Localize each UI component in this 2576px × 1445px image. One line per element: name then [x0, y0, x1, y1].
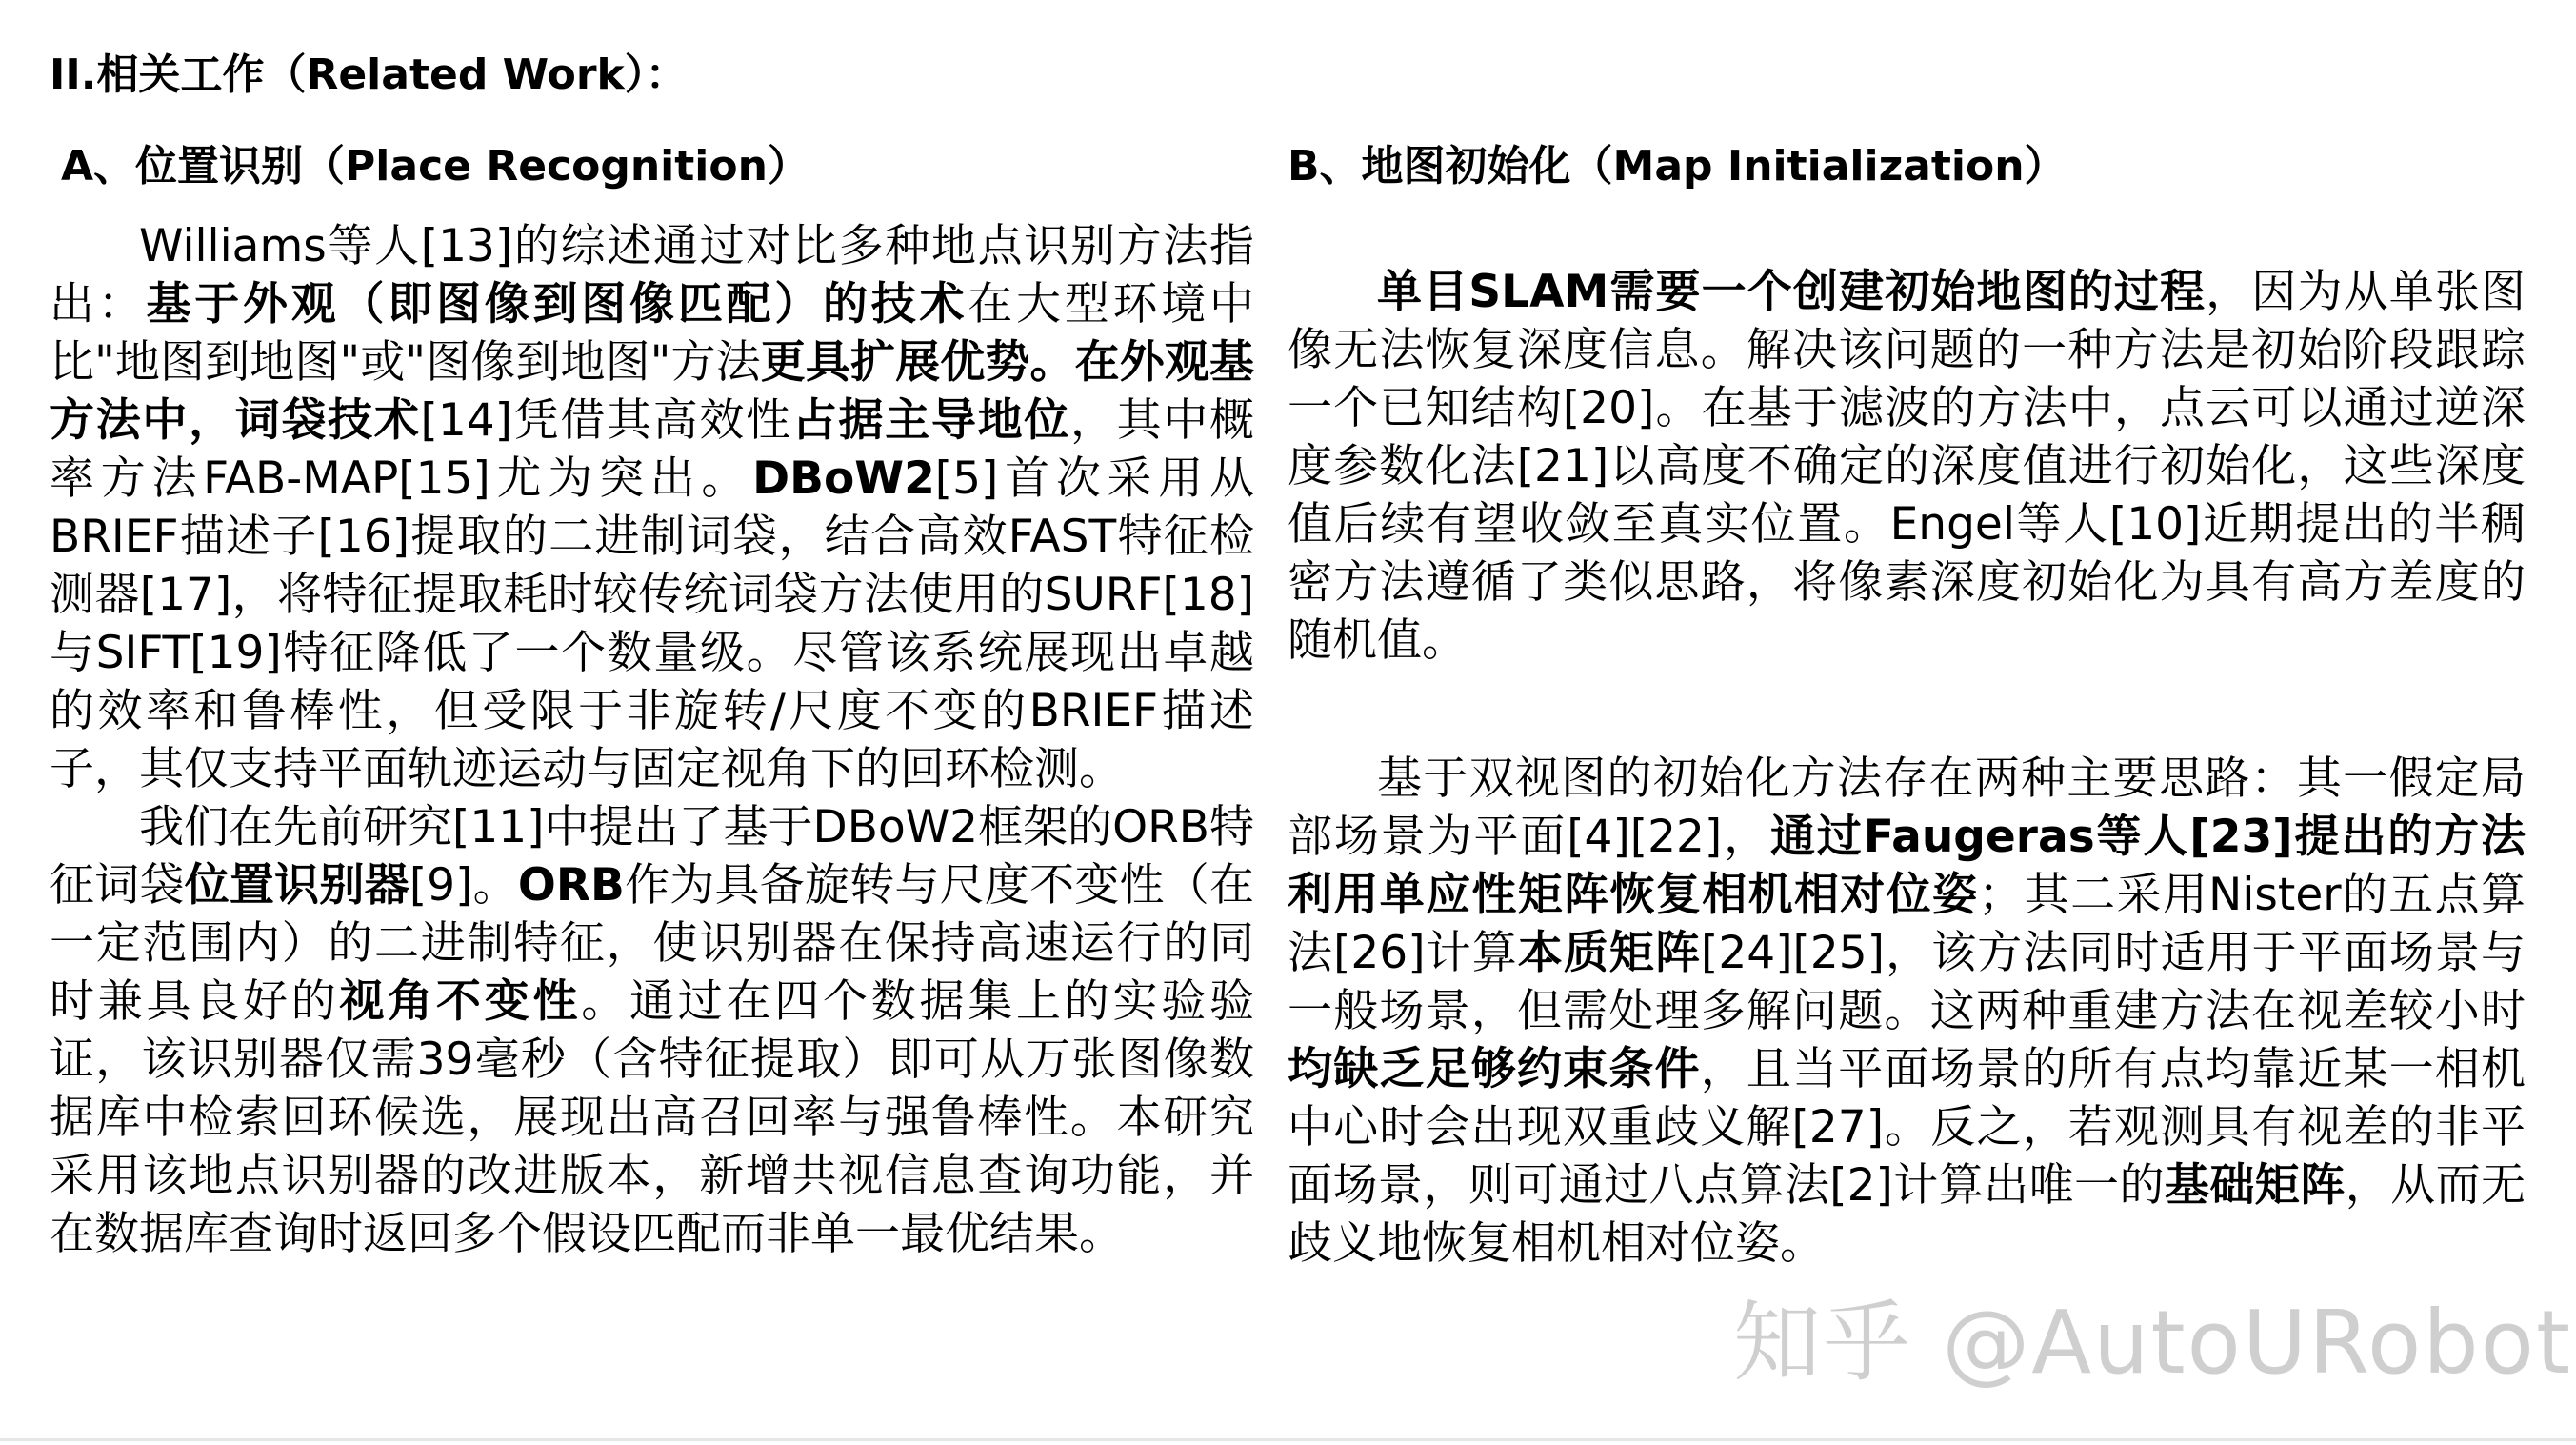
emphasis-text: 占据主导地位: [791, 394, 1070, 447]
body-text: ，因为从单张图像无法恢复深度信息。解决该问题的一种方法是初始阶段跟踪一个已知结构[20]。在基于滤波的方法中，点云可以通过逆深度参数化法[21]以高度不确定的深度值进行初始化，这些深度值后续有望收敛至真实位置。Engel等人[10]近期提出的半稠密方法遵循了类似思路，将像素深度初始化为具有高方差度的随机值。: [1288, 266, 2526, 667]
emphasis-text: 基于外观（即图像到图像匹配）的技术: [146, 278, 968, 331]
emphasis-text: 均缺乏足够约束条件: [1288, 1043, 1701, 1095]
body-text: ，且当平面场景的所有点均靠近某一相机中心时会出现双重歧义解[27]。反之，若观测具有视差的非平面场景，则可通过八点算法[2]计算出唯一的: [1288, 1043, 2526, 1212]
watermark: 知乎 @AutoURobot: [1733, 1292, 2573, 1394]
body-text: ；其二采用Nister的五点算法[26]计算: [1288, 869, 2526, 979]
footer-divider: [0, 1438, 2576, 1441]
place-recognition-paragraph-1: [50, 217, 1254, 798]
place-recognition-paragraph-2: [50, 798, 1254, 1263]
emphasis-text: 视角不变性: [339, 975, 582, 1028]
emphasis-text: 位置识别器: [184, 859, 409, 912]
emphasis-text: 本质矩阵: [1517, 927, 1702, 979]
body-text: 我们在先前研究[11]中提出了基于DBoW2框架的ORB特征词袋: [50, 801, 1254, 912]
map-initialization-paragraph-1: [1288, 263, 2526, 670]
emphasis-text: 基础矩阵: [2164, 1159, 2346, 1212]
body-text: 在大型环境中比"地图到地图"或"图像到地图"方法: [50, 278, 1254, 389]
emphasis-text: 单目SLAM需要一个创建初始地图的过程: [1377, 266, 2207, 318]
section-heading-map-initialization: B、地图初始化（Map Initialization）: [1288, 142, 2067, 191]
emphasis-text: 通过Faugeras等人[23]提出的方法利用单应性矩阵恢复相机相对位姿: [1288, 811, 2526, 921]
section-place-recognition: [50, 133, 1254, 1263]
map-initialization-paragraph-2: [1288, 750, 2526, 1273]
emphasis-text: ORB: [517, 859, 625, 912]
body-text: [9]。: [409, 859, 518, 912]
emphasis-text: 更具扩展优势。在外观基方法中，词袋技术: [50, 336, 1254, 447]
body-text: ，从而无歧义地恢复相机相对位姿。: [1288, 1159, 2526, 1270]
body-text: [24][25]，该方法同时适用于平面场景与一般场景，但需处理多解问题。这两种重建方法在视差较小时: [1288, 927, 2526, 1037]
body-text: 。通过在四个数据集上的实验验证，该识别器仅需39毫秒（含特征提取）即可从万张图像数据库中检索回环候选，展现出高召回率与强鲁棒性。本研究采用该地点识别器的改进版本，新增共视信息查询功能，并在数据库查询时返回多个假设匹配而非单一最优结果。: [50, 975, 1254, 1260]
body-text: 作为具备旋转与尺度不变性（在一定范围内）的二进制特征，使识别器在保持高速运行的同时兼具良好的: [50, 859, 1255, 1028]
body-text: ，其中概率方法FAB-MAP[15]尤为突出。: [50, 394, 1255, 505]
body-text: 基于双视图的初始化方法存在两种主要思路：其一假定局部场景为平面[4][22]，: [1288, 753, 2526, 863]
section-heading-place-recognition: A、位置识别（Place Recognition）: [61, 142, 809, 191]
section-map-initialization: [1288, 133, 2526, 1273]
body-text: [14]凭借其高效性: [420, 394, 792, 447]
body-text: Williams等人[13]的综述通过对比多种地点识别方法指出：: [50, 220, 1254, 331]
emphasis-text: DBoW2: [752, 452, 935, 505]
body-text: [5]首次采用从BRIEF描述子[16]提取的二进制词袋，结合高效FAST特征检测器[17]，将特征提取耗时较传统词袋方法使用的SURF[18]与SIFT[19]特征降低了一个数量级。尽管该系统展现出卓越的效率和鲁棒性，但受限于非旋转/尺度不变的BRIEF描述子，其仅支持平面轨迹运动与固定视角下的回环检测。: [50, 452, 1254, 795]
page-title: II.相关工作（Related Work）：: [50, 50, 688, 99]
